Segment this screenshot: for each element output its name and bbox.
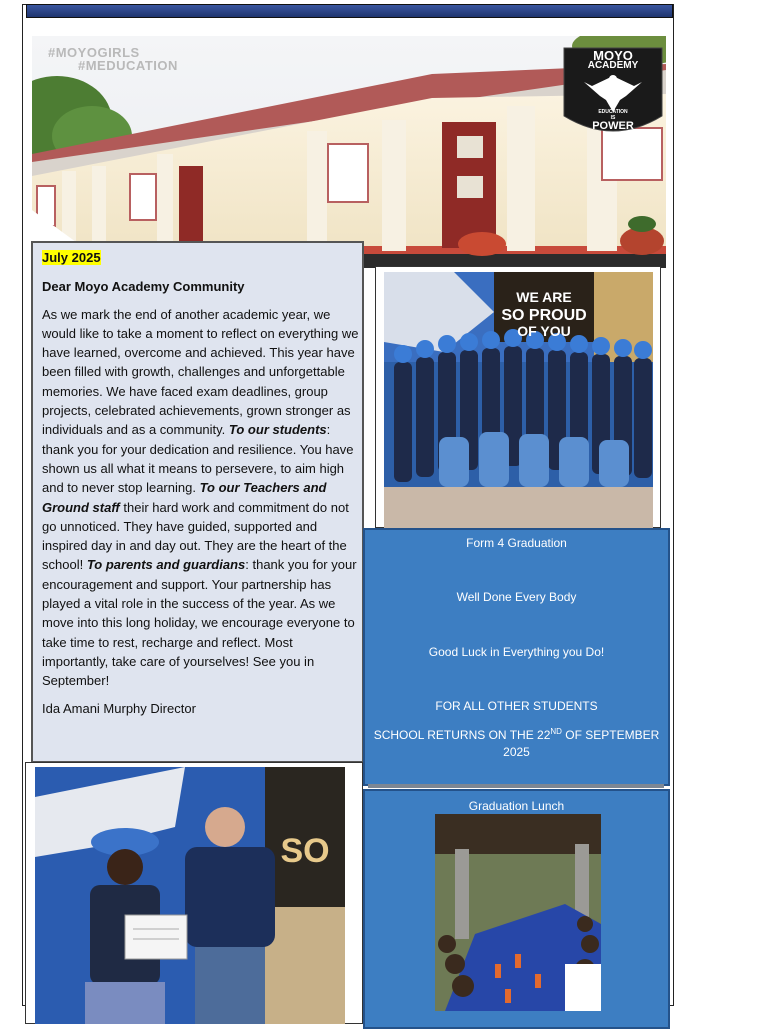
letter-parents-text: : thank you for your encouragement and support. Your partnership has played a vital role in the success of the year. As we move into this long holiday, we encourage everyone to take time to rest, recharge and reflect. Most importantly, take care of yourselves! See you in September! (42, 557, 357, 689)
logo-motto-mid: IS (610, 115, 616, 121)
letter-intro: As we mark the end of another academic year, we would like to take a moment to reflect on everything we have learned, overcome and achieved. This year have been filled with growth, challenges and unforgettable memories. We have faced exam deadlines, group projects, celebrated achievements, grown stronger as individuals and as a community. (42, 306, 359, 438)
info-line-year: 2025 (503, 745, 530, 759)
certificate-photo-image (35, 767, 345, 1024)
letter-students-text: : thank you for your dedication and resilience. You have shown us all what it means to persevere, to aim high and to never stop learning. (42, 422, 354, 496)
photo-sign-text: SO (280, 832, 330, 870)
director-letter (31, 241, 364, 763)
letter-parents-label: To parents and guardians (86, 557, 246, 573)
hashtag-moyogirls: #MOYOGIRLS (48, 45, 140, 60)
photo-sign-line3: OF YOU (517, 323, 571, 339)
hashtag-meducation: #MEDUCATION (78, 58, 178, 73)
photo-sign-line2: SO PROUD (501, 307, 587, 324)
logo-motto-bottom: POWER (592, 120, 634, 132)
graduation-info-box (363, 528, 670, 786)
section-divider (368, 784, 664, 788)
logo-title-academy: ACADEMY (587, 60, 639, 71)
letter-signature: Ida Amani Murphy Director (42, 700, 196, 716)
logo-motto-top: EDUCATION (598, 109, 628, 115)
graduation-lunch-photo (435, 814, 601, 1011)
corner-cut (32, 210, 76, 242)
info-returns-post: OF SEPTEMBER (561, 728, 660, 742)
letter-students-label: To our students (228, 422, 327, 438)
photo-sign-line1: WE ARE (516, 289, 572, 305)
letter-staff-text: their hard work and commitment do not go unnoticed. They have guided, supported and inspired day in and day out. They are the heart of the school! (42, 499, 349, 573)
info-line-school-returns (365, 727, 668, 742)
certificate-presentation-photo (35, 767, 345, 1024)
header-bar (26, 4, 673, 18)
graduates-group-photo (384, 272, 653, 528)
info-returns-sup: ND (550, 727, 562, 736)
info-line-other-students: FOR ALL OTHER STUDENTS (435, 699, 598, 713)
letter-body (42, 305, 360, 691)
lunch-photo-image (435, 814, 601, 1011)
letter-staff-label: To our Teachers and Ground staff (42, 480, 327, 515)
info-title: Form 4 Graduation (466, 536, 567, 550)
hashtag-overlay (48, 46, 178, 72)
lunch-title: Graduation Lunch (468, 799, 565, 813)
info-line-well-done: Well Done Every Body (456, 590, 577, 604)
letter-date: July 2025 (42, 250, 101, 265)
letter-greeting: Dear Moyo Academy Community (42, 279, 245, 295)
moyo-academy-logo (562, 46, 664, 138)
graduates-photo-image (384, 272, 653, 528)
logo-title-moyo: MOYO (593, 48, 633, 63)
info-returns-pre: SCHOOL RETURNS ON THE 22 (373, 728, 551, 742)
info-line-good-luck: Good Luck in Everything you Do! (428, 645, 605, 659)
